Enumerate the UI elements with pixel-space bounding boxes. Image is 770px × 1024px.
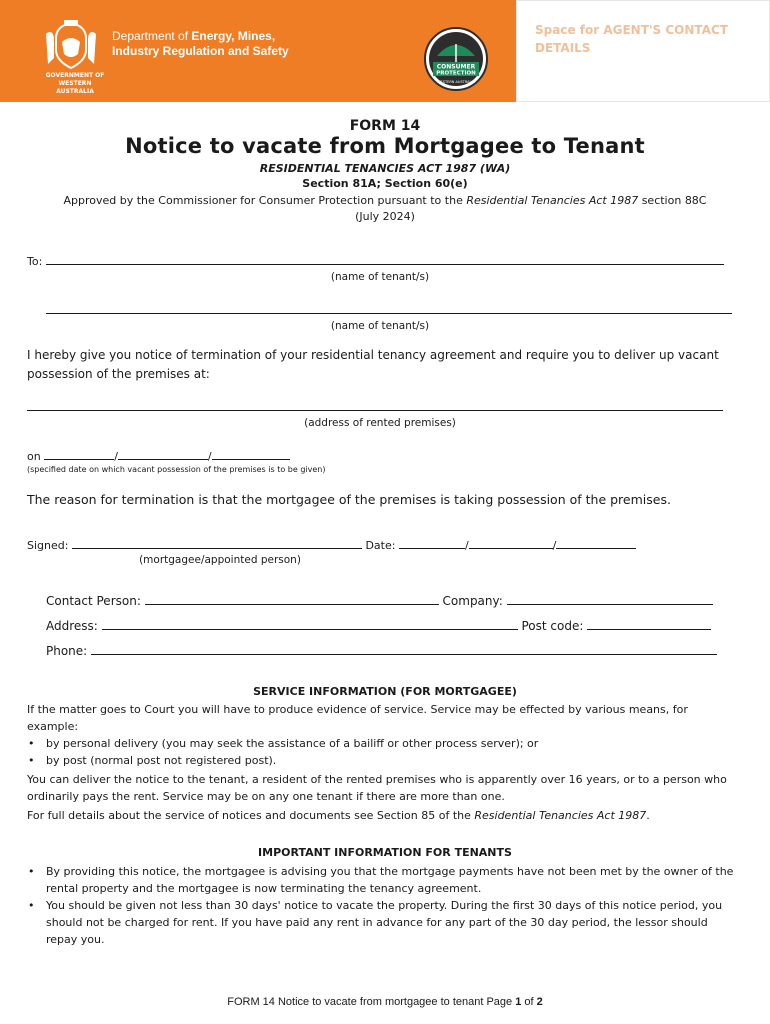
postcode-label: Post code: [521,619,584,633]
service-bullet-1: • by personal delivery (you may seek the assistance of a bailiff or other process server); or [46,735,736,752]
service-deliver-text: You can deliver the notice to the tenant, a resident of the rented premises who is apparently over 16 years, or to a person who ordinarily pays the rent. Service may be on any one tenant if there are more than one. [27,773,727,803]
tenant-name-line-2[interactable] [46,303,732,314]
signature-caption: (mortgagee/appointed person) [139,554,301,566]
cp-logo-arc-text: WESTERN AUSTRALIA [437,80,475,84]
page-footer: FORM 14 Notice to vacate from mortgagee to tenant Page 1 of 2 [227,996,543,1008]
termination-reason: The reason for termination is that the mortgagee of the premises is taking possession of the premises. [27,492,671,507]
agent-contact-placeholder: Space for AGENT'S CONTACT DETAILS [535,23,728,55]
important-bullet-1: • By providing this notice, the mortgagee is advising you that the mortgage payments have not been met by the owner of the rental property and the mortgagee is now terminating the tenancy agreement. [46,863,736,897]
government-label: GOVERNMENT OF WESTERN AUSTRALIA [45,72,105,95]
address-field[interactable] [27,400,723,414]
vacate-date-field[interactable]: on / / [27,449,290,463]
header-banner [0,0,516,102]
phone-line[interactable] [91,644,717,655]
agent-contact-box [516,0,770,102]
sign-year-line[interactable] [556,538,636,549]
tenant-name-line-1[interactable] [46,254,724,265]
signed-label: Signed: [27,539,69,552]
wa-crest-icon [42,20,100,72]
address-caption: (address of rented premises) [304,417,456,429]
tenant-name-caption-2: (name of tenant/s) [330,320,430,332]
phone-row [46,644,717,658]
important-bullet-2: • You should be given not less than 30 days' notice to vacate the property. During the first 30 days of this notice period, you should not be charged for rent. If you have paid any rent in advance for any part of the 30 day period, the lessor should repay you. [46,897,736,948]
approval-statement: Approved by the Commissioner for Consumer Protection pursuant to the Residential Tenancies Act 1987 section 88C (July 2024) [63,194,707,223]
consumer-protection-logo-icon [423,26,489,92]
tenant-name-caption-1: (name of tenant/s) [330,271,430,283]
form-number: FORM 14 [349,118,421,134]
cp-logo-top-text: CONSUMER [436,63,476,71]
vacate-month-line[interactable] [118,449,208,460]
to-label: To: [27,255,43,268]
signature-line[interactable] [72,538,362,549]
sign-day-line[interactable] [399,538,465,549]
notice-text: I hereby give you notice of termination of your residential tenancy agreement and require you to deliver up vacant possession of the premises at: [27,348,719,381]
contact-person-label: Contact Person: [46,594,141,608]
service-intro: If the matter goes to Court you will have to produce evidence of service. Service may be effected by various means, for example: [27,703,688,733]
company-line[interactable] [507,594,713,605]
sign-month-line[interactable] [469,538,553,549]
to-field[interactable] [27,254,724,268]
address-row [46,619,711,633]
act-name: RESIDENTIAL TENANCIES ACT 1987 (WA) [259,162,511,175]
contact-person-row [46,594,713,608]
tenant-name-field-2[interactable] [46,303,732,317]
vacate-day-line[interactable] [44,449,114,460]
vacate-date-caption: (specified date on which vacant possession of the premises is to be given) [27,465,326,474]
contact-address-label: Address: [46,619,98,633]
contact-address-line[interactable] [102,619,518,630]
department-name: Department of Energy, Mines, Industry Regulation and Safety [112,29,289,58]
contact-person-line[interactable] [145,594,439,605]
postcode-line[interactable] [587,619,711,630]
date-label: Date: [365,539,396,552]
service-bullet-2: • by post (normal post not registered post). [46,752,736,769]
cp-logo-bottom-text: PROTECTION [436,70,476,77]
service-heading: SERVICE INFORMATION (FOR MORTGAGEE) [253,685,517,698]
address-line[interactable] [27,400,723,411]
company-label: Company: [442,594,503,608]
signature-row: Signed: Date: / / [27,538,636,552]
form-title: Notice to vacate from Mortgagee to Tenant [125,134,645,158]
vacate-year-line[interactable] [212,449,290,460]
service-full-details: For full details about the service of notices and documents see Section 85 of the Residential Tenancies Act 1987. [27,809,650,822]
important-heading: IMPORTANT INFORMATION FOR TENANTS [258,846,512,859]
section-reference: Section 81A; Section 60(e) [302,177,468,190]
phone-label: Phone: [46,644,88,658]
on-label: on [27,450,41,463]
